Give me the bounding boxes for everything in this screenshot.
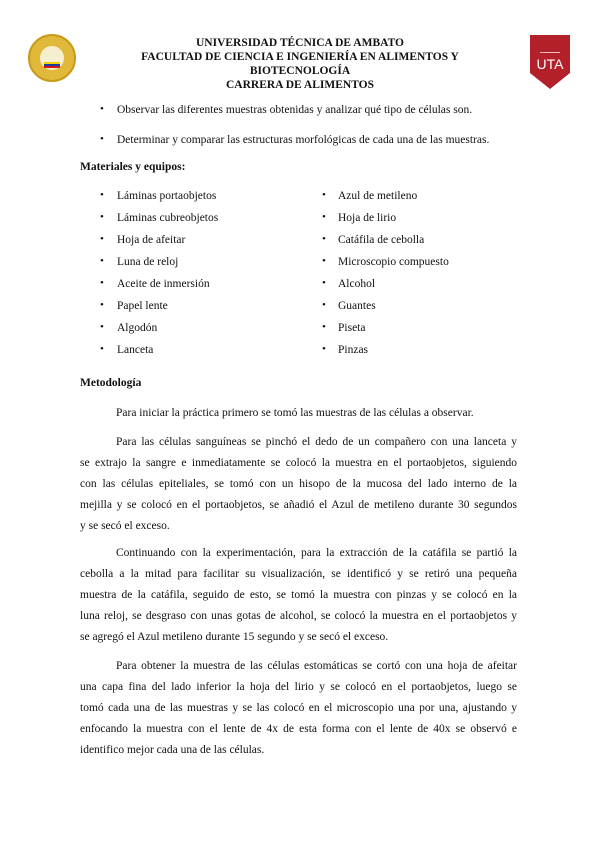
paragraph-line: Para las células sanguíneas se pinchó el dedo de un compañero con una lanceta y <box>116 436 517 448</box>
bullet-icon: • <box>100 343 104 355</box>
paragraph-line: Continuando con la experimentación, para la extracción de la catáfila se partió la <box>116 547 517 559</box>
material-item: Piseta <box>338 322 366 334</box>
materials-heading: Materiales y equipos: <box>80 161 186 173</box>
methodology-paragraph <box>80 543 517 648</box>
paragraph-line: se agregó el Azul metileno durante 15 segundo y se secó el exceso. <box>80 631 389 643</box>
bullet-icon: • <box>100 255 104 267</box>
svg-text:UTA: UTA <box>536 56 564 72</box>
paragraph-line: una capa fina del lado inferior la hoja del lirio y se colocó en el portaobjetos, luego se <box>80 681 517 693</box>
paragraph-line: identifico mejor cada una de las células. <box>80 744 265 756</box>
header-line: BIOTECNOLOGÍA <box>249 65 351 77</box>
material-item: Aceite de inmersión <box>117 278 210 290</box>
material-item: Catáfila de cebolla <box>338 234 425 246</box>
paragraph-line: Para iniciar la práctica primero se tomó las muestras de las células a observar. <box>116 407 474 419</box>
material-item: Pinzas <box>338 344 369 356</box>
material-item: Lanceta <box>117 344 154 356</box>
bullet-icon: • <box>322 233 326 245</box>
paragraph-line: tomó cada una de las muestras y se las colocó en el microscopio una por una, ajustando y <box>80 702 517 714</box>
material-item: Microscopio compuesto <box>338 256 449 268</box>
bullet-icon: • <box>322 255 326 267</box>
uta-logo <box>530 35 570 89</box>
material-item: Hoja de lirio <box>338 212 397 224</box>
methodology-paragraph <box>80 432 517 537</box>
header-line: CARRERA DE ALIMENTOS <box>225 79 375 91</box>
material-item: Algodón <box>117 322 158 334</box>
methodology-paragraph <box>80 656 517 761</box>
paragraph-line: luna reloj, se desgraso con unas gotas de alcohol, se colocó la muestra en el portaobjetos y <box>80 610 517 622</box>
paragraph-line: se extrajo la sangre e inmediatamente se colocó la muestra en el portaobjetos, siguiendo <box>80 457 517 469</box>
objective-item: Determinar y comparar las estructuras morfológicas de cada una de las muestras. <box>117 134 490 146</box>
material-item: Hoja de afeitar <box>117 234 186 246</box>
header-line: UNIVERSIDAD TÉCNICA DE AMBATO <box>196 37 404 49</box>
material-item: Láminas portaobjetos <box>117 190 217 202</box>
paragraph-line: cebolla a la mitad para facilitar su visualización, se identificó y se retiró una pequeña <box>80 568 517 580</box>
bullet-icon: • <box>322 321 326 333</box>
bullet-icon: • <box>100 103 104 115</box>
material-item: Láminas cubreobjetos <box>117 212 219 224</box>
bullet-icon: • <box>322 343 326 355</box>
paragraph-line: enfocando la muestra con el lente de 4x de esta forma con el lente de 40x se observó e <box>80 723 517 735</box>
bullet-icon: • <box>100 277 104 289</box>
bullet-icon: • <box>100 133 104 145</box>
methodology-heading: Metodología <box>80 377 142 389</box>
bullet-icon: • <box>100 299 104 311</box>
paragraph-line: muestra de la catáfila, seguido de esto, se tomó la muestra con pinzas y se colocó en la <box>80 589 517 601</box>
bullet-icon: • <box>322 211 326 223</box>
document-header <box>0 36 600 92</box>
paragraph-line: y se secó el exceso. <box>80 520 170 532</box>
material-item: Papel lente <box>117 300 168 312</box>
objective-item: Observar las diferentes muestras obtenidas y analizar qué tipo de células son. <box>117 104 473 116</box>
bullet-icon: • <box>100 211 104 223</box>
methodology-paragraph <box>80 403 517 424</box>
material-item: Azul de metileno <box>338 190 418 202</box>
material-item: Alcohol <box>338 278 376 290</box>
bullet-icon: • <box>100 321 104 333</box>
bullet-icon: • <box>322 189 326 201</box>
paragraph-line: mejilla y se colocó en el portaobjetos, se añadió el Azul de metileno durante 30 segundos <box>80 499 517 511</box>
paragraph-line: con las células epiteliales, se tomó con un hisopo de la mucosa del lado interno de la <box>80 478 517 490</box>
bullet-icon: • <box>322 299 326 311</box>
header-line: FACULTAD DE CIENCIA E INGENIERÍA EN ALIMENTOS Y <box>141 51 459 63</box>
bullet-icon: • <box>100 189 104 201</box>
material-item: Guantes <box>338 300 376 312</box>
paragraph-line: Para obtener la muestra de las células estomáticas se cortó con una hoja de afeitar <box>116 660 517 672</box>
material-item: Luna de reloj <box>117 256 179 268</box>
bullet-icon: • <box>100 233 104 245</box>
bullet-icon: • <box>322 277 326 289</box>
